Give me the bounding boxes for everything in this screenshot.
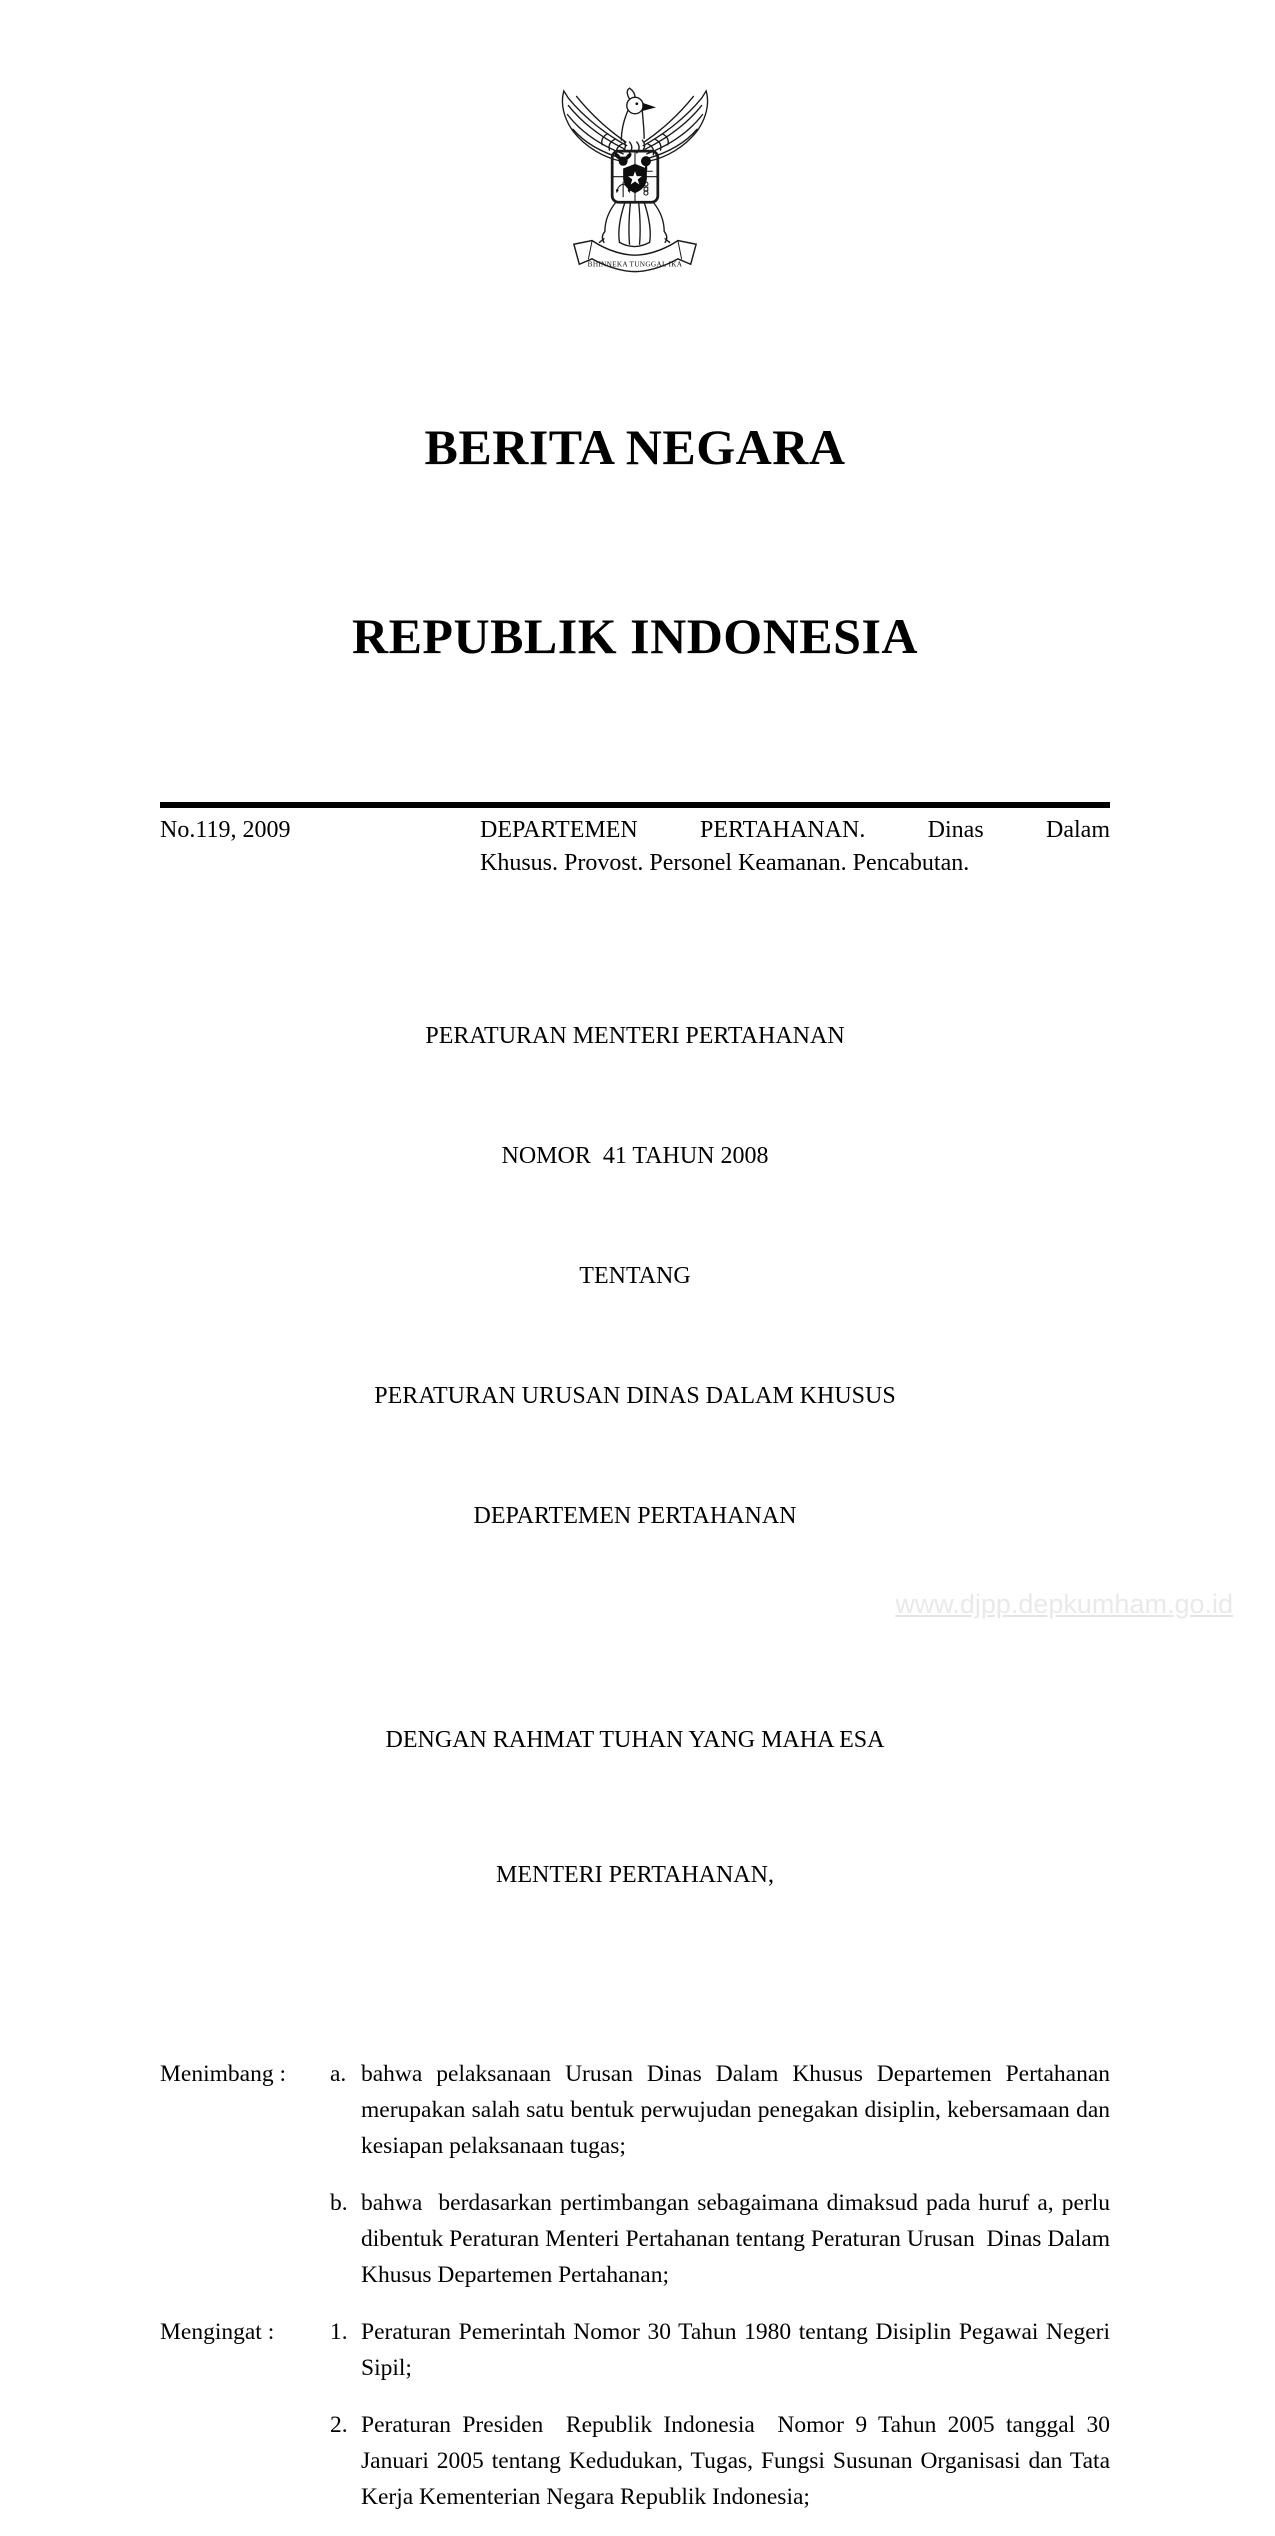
list-item — [330, 2056, 1116, 2164]
regulation-heading-line1: PERATURAN MENTERI PERTAHANAN — [425, 1023, 845, 1049]
regulation-heading-line2: NOMOR 41 TAHUN 2008 — [501, 1143, 769, 1169]
section-items — [330, 2056, 1116, 2314]
regulation-heading-line5: DEPARTEMEN PERTAHANAN — [473, 1503, 797, 1529]
authority-line: MENTERI PERTAHANAN, — [496, 1862, 774, 1888]
section-menimbang — [160, 2056, 1116, 2314]
item-marker: b. — [330, 2190, 348, 2216]
gazette-subject-line1: DEPARTEMEN PERTAHANAN. Dinas Dalam — [480, 817, 1110, 843]
item-marker: 2. — [330, 2412, 348, 2438]
section-label: Menimbang : — [160, 2061, 286, 2087]
motto-ribbon — [574, 241, 696, 272]
item-text: bahwa berdasarkan pertimbangan sebagaimana dimaksud pada huruf a, perlu dibentuk Peraturan Menteri Pertahanan tentang Peraturan Urusan Dinas Dalam Khusus Departemen Pertahanan; — [361, 2190, 1116, 2288]
gazette-title-line1: BERITA NEGARA — [424, 419, 846, 475]
item-text: Peraturan Presiden Republik Indonesia Nomor 9 Tahun 2005 tanggal 30 Januari 2005 tentang Kedudukan, Tugas, Fungsi Susunan Organisasi dan Tata Kerja Kementerian Negara Republik Indonesia; — [361, 2412, 1116, 2510]
gazette-subject-line2: Khusus. Provost. Personel Keamanan. Pencabutan. — [480, 850, 970, 876]
regulation-heading — [160, 936, 1110, 1616]
item-text: Peraturan Pemerintah Nomor 30 Tahun 1980 tentang Disiplin Pegawai Negeri Sipil; — [361, 2319, 1116, 2381]
gazette-title — [160, 290, 1110, 794]
gazette-subject — [480, 814, 1110, 880]
list-item — [330, 2314, 1116, 2386]
emblem-container — [160, 84, 1110, 284]
body-sections — [160, 2056, 1116, 2536]
item-marker: a. — [330, 2061, 347, 2087]
watermark-url: www.djpp.depkumham.go.id — [895, 1589, 1233, 1619]
gazette-number: No.119, 2009 — [160, 817, 291, 843]
list-item — [330, 2407, 1116, 2515]
bull-head-icon — [615, 153, 632, 166]
garuda-pancasila-emblem — [541, 84, 729, 284]
masthead-rule — [160, 802, 1110, 808]
invocation-line: DENGAN RAHMAT TUHAN YANG MAHA ESA — [385, 1727, 885, 1753]
item-marker: 1. — [330, 2319, 348, 2345]
emblem-motto: BHINNEKA TUNGGAL IKA — [587, 259, 683, 269]
masthead-row — [160, 814, 1110, 880]
item-text: bahwa pelaksanaan Urusan Dinas Dalam Khusus Departemen Pertahanan merupakan salah satu bentuk perwujudan penegakan disiplin, kebersamaan dan kesiapan pelaksanaan tugas; — [361, 2061, 1116, 2159]
regulation-heading-line3: TENTANG — [579, 1263, 691, 1289]
section-items — [330, 2314, 1116, 2536]
section-label: Mengingat : — [160, 2319, 275, 2345]
list-item — [330, 2185, 1116, 2293]
section-mengingat — [160, 2314, 1116, 2536]
gazette-title-line2: REPUBLIK INDONESIA — [351, 608, 919, 664]
regulation-heading-line4: PERATURAN URUSAN DINAS DALAM KHUSUS — [374, 1383, 896, 1409]
invocation-block — [160, 1628, 1110, 1988]
